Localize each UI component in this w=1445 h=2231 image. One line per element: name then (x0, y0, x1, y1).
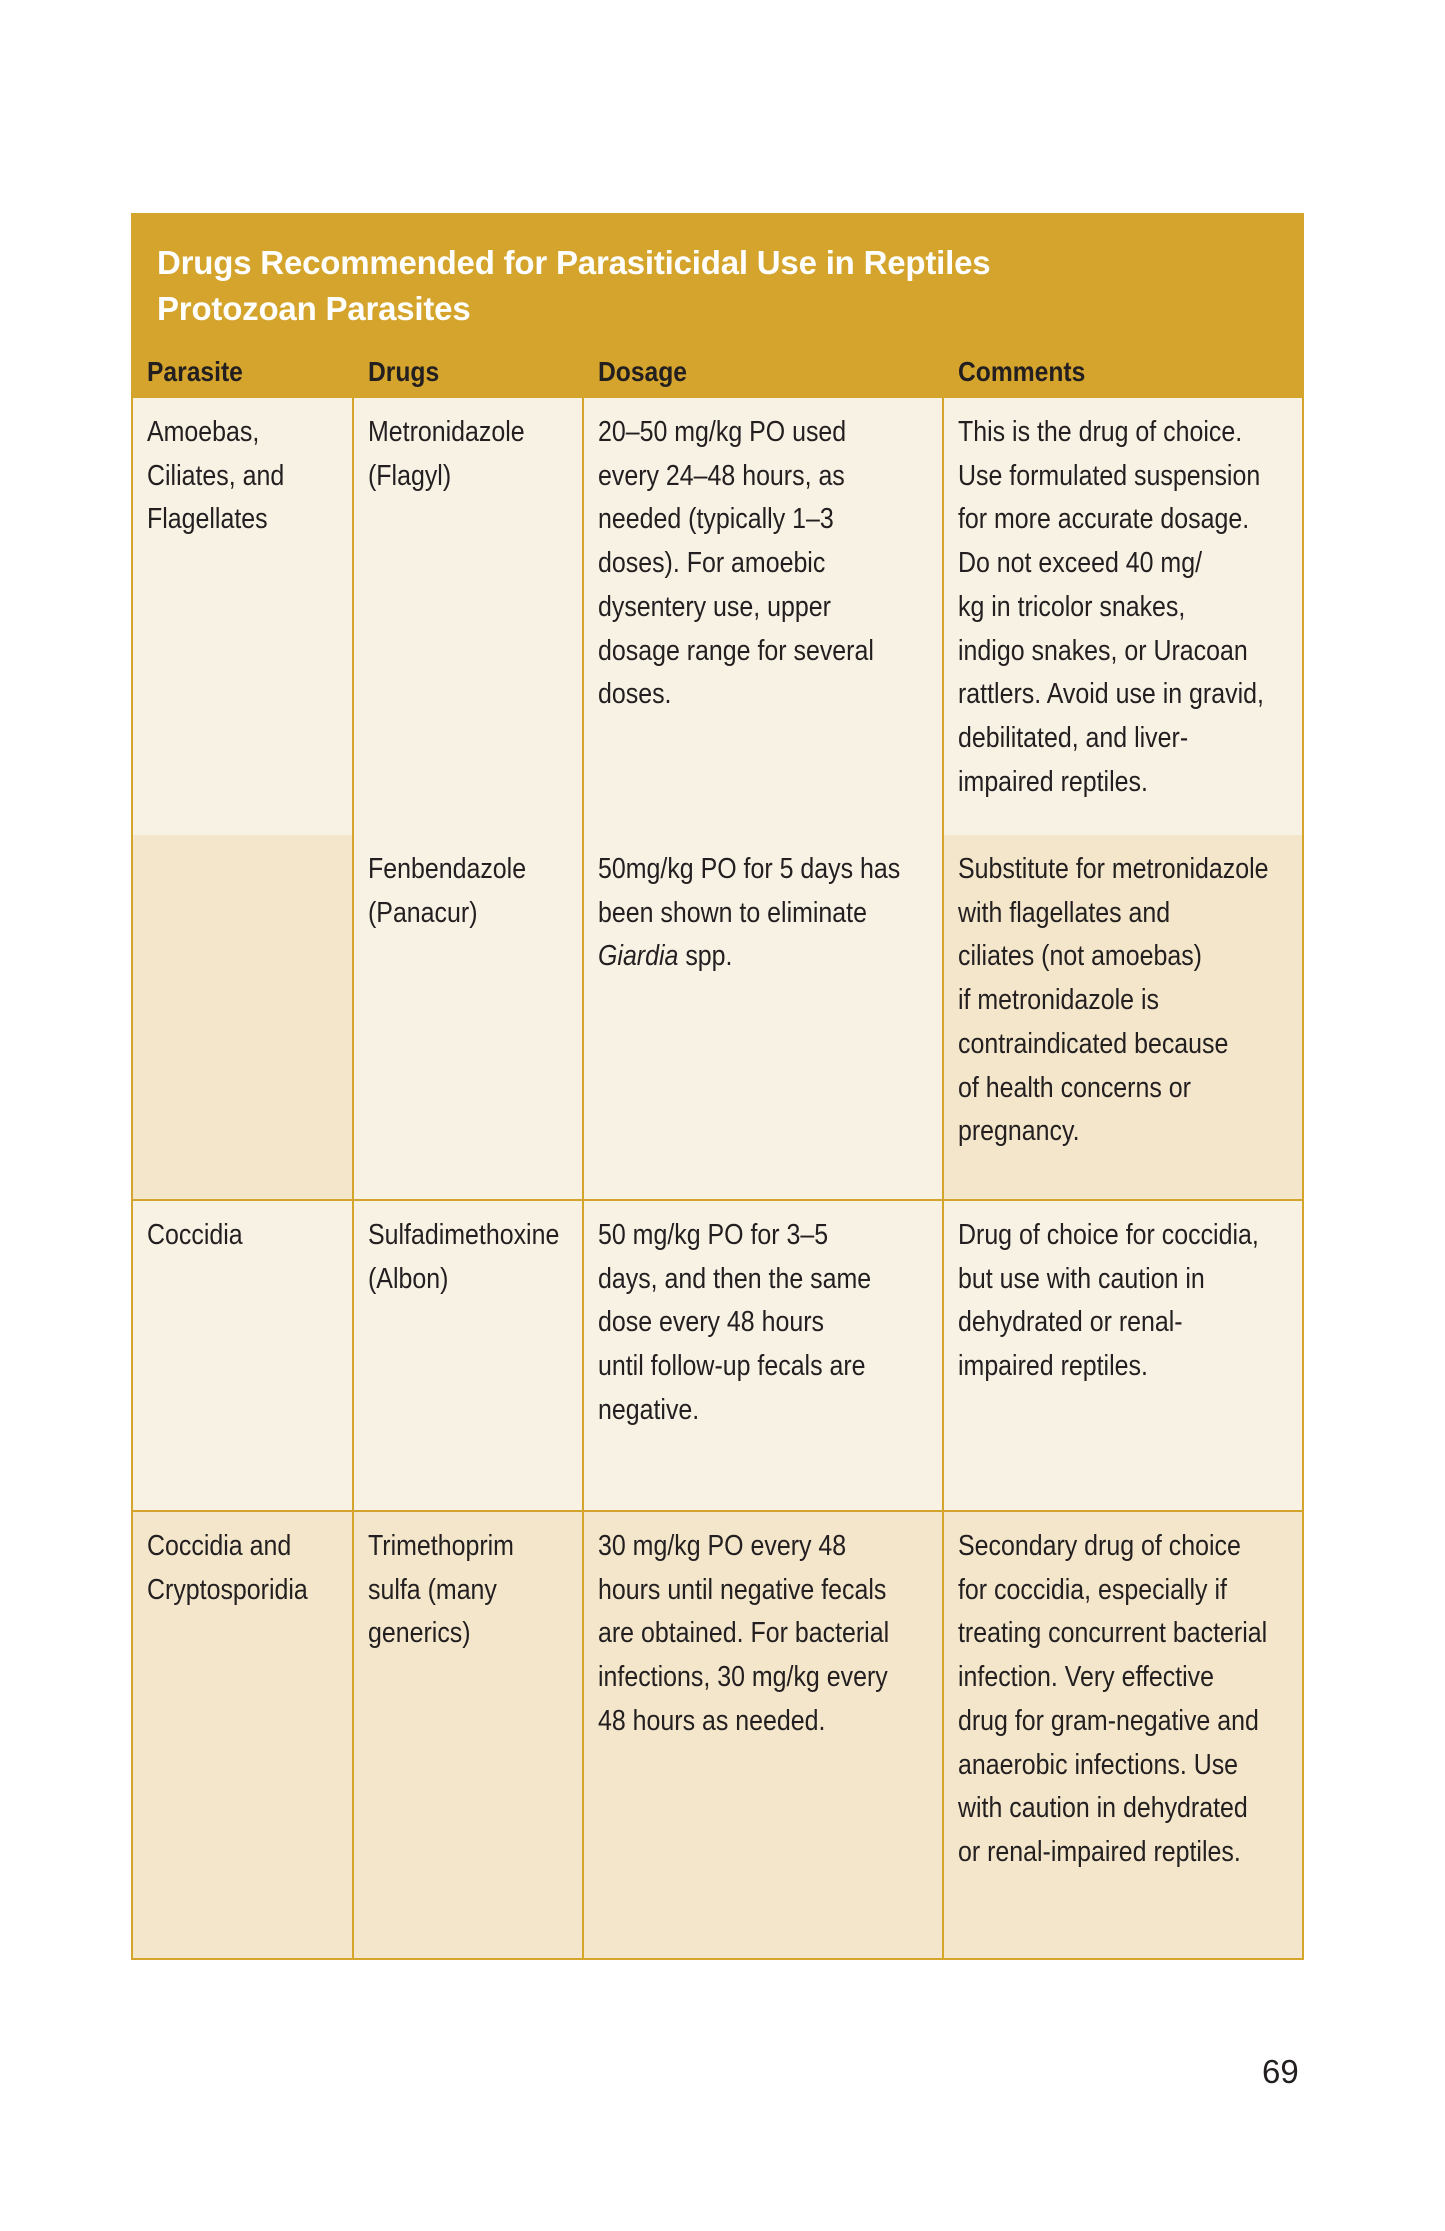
column-header-comments: Comments (958, 356, 1086, 387)
table-title: Drugs Recommended for Parasiticidal Use in Reptiles (157, 244, 991, 281)
table-row (133, 396, 1302, 835)
parasite-cell (133, 835, 352, 1199)
page-number: 69 (1262, 2053, 1299, 2090)
table-subtitle: Protozoan Parasites (157, 290, 471, 327)
comments-cell: This is the drug of choice. Use formulated suspension for more accurate dosage. Do not exceed 40 mg/ kg in tricolor snakes, indigo snakes, or Uracoan rattlers. Avoid use in gravid, debilitated, and liver- impaired reptiles. (942, 398, 1302, 835)
table-row (133, 1510, 1302, 1958)
comments-cell: Substitute for metronidazole with flagellates and ciliates (not amoebas) if metronidazole is contraindicated because of health concerns or pregnancy. (942, 835, 1302, 1199)
drug-table (131, 213, 1304, 1960)
column-header-drugs: Drugs (368, 356, 440, 387)
drugs-cell: Trimethoprim sulfa (many generics) (352, 1512, 582, 1958)
column-header-dosage: Dosage (598, 356, 688, 387)
italic-genus: Giardia (598, 940, 679, 973)
comments-cell: Drug of choice for coccidia, but use with caution in dehydrated or renal- impaired reptiles. (942, 1201, 1302, 1510)
dosage-cell: 20–50 mg/kg PO used every 24–48 hours, as needed (typically 1–3 doses). For amoebic dysentery use, upper dosage range for several doses. (582, 398, 942, 835)
parasite-cell: Coccidia and Cryptosporidia (133, 1512, 352, 1958)
drugs-cell: Fenbendazole (Panacur) (352, 835, 582, 1199)
dosage-cell: 50 mg/kg PO for 3–5 days, and then the same dose every 48 hours until follow-up fecals are negative. (582, 1201, 942, 1510)
comments-cell: Secondary drug of choice for coccidia, especially if treating concurrent bacterial infection. Very effective drug for gram-negative and anaerobic infections. Use with caution in dehydrated or renal-impaired reptiles. (942, 1512, 1302, 1958)
dosage-cell: 30 mg/kg PO every 48 hours until negative fecals are obtained. For bacterial infections, 30 mg/kg every 48 hours as needed. (582, 1512, 942, 1958)
table-header-row (133, 348, 1302, 396)
drugs-cell: Sulfadimethoxine (Albon) (352, 1201, 582, 1510)
table-title-band (133, 215, 1302, 348)
drugs-cell: Metronidazole (Flagyl) (352, 398, 582, 835)
dosage-cell: 50mg/kg PO for 5 days has been shown to eliminate Giardia spp. (582, 835, 942, 1199)
parasite-cell: Coccidia (133, 1201, 352, 1510)
table-row (133, 1199, 1302, 1510)
column-header-parasite: Parasite (147, 356, 243, 387)
table-row (133, 835, 1302, 1199)
parasite-cell: Amoebas, Ciliates, and Flagellates (133, 398, 352, 835)
